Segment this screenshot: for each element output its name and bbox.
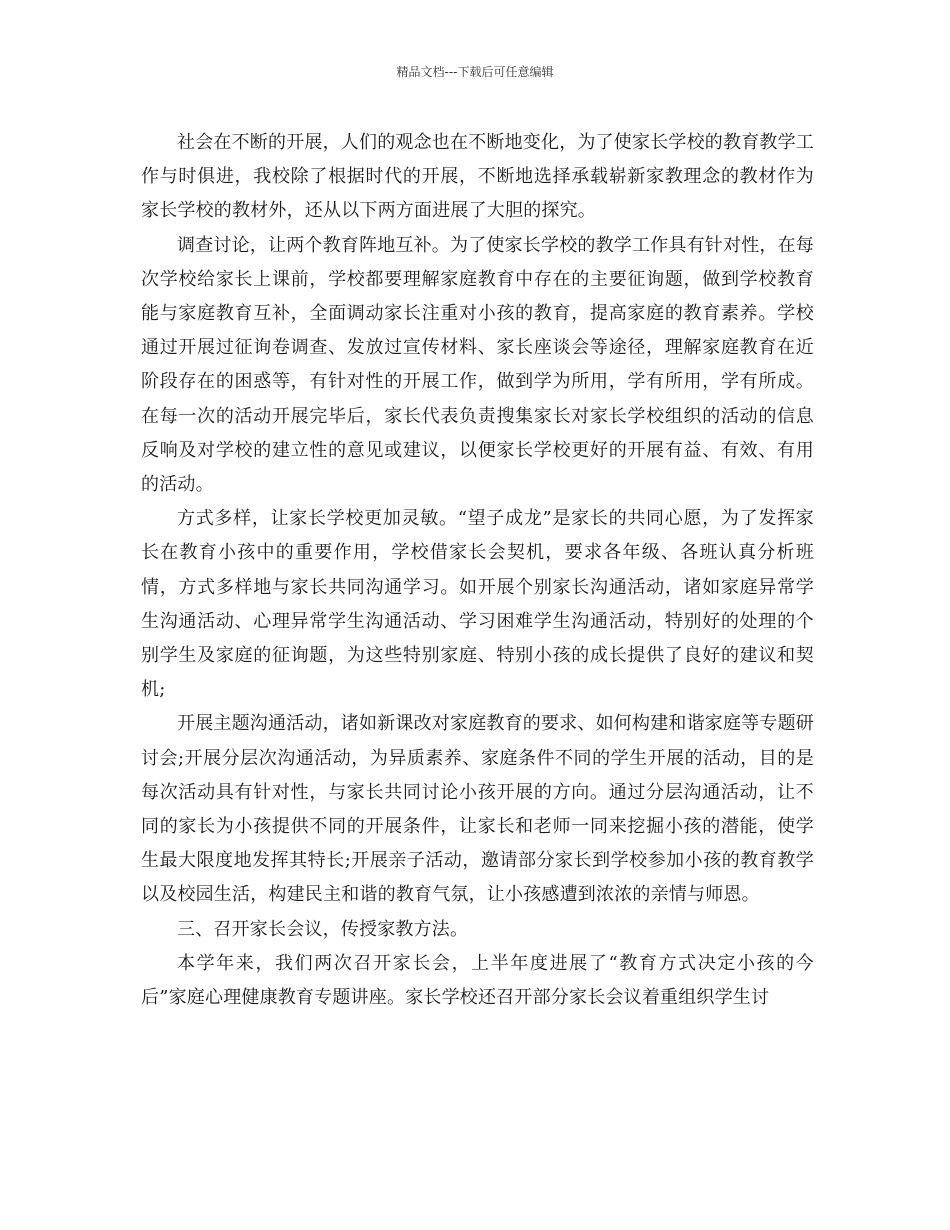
paragraph-4: 开展主题沟通活动，诸如新课改对家庭教育的要求、如何构建和谐家庭等专题研讨会;开展分层次沟通活动，为异质素养、家庭条件不同的学生开展的活动，目的是每次活动具有针对性，与家长共同讨论小孩开展的方向。通过分层沟通活动，让不同的家长为小孩提供不同的开展条件，让家长和老师一同来挖掘小孩的潜能，使学生最大限度地发挥其特长;开展亲子活动，邀请部分家长到学校参加小孩的教育教学以及校园生活，构建民主和谐的教育气氛，让小孩感遭到浓浓的亲情与师恩。: [141, 713, 814, 906]
paragraph-1: 社会在不断的开展，人们的观念也在不断地变化，为了使家长学校的教育教学工作与时俱进，我校除了根据时代的开展，不断地选择承载崭新家教理念的教材作为家长学校的教材外，还从以下两方面进展了大胆的探究。: [141, 132, 814, 222]
document-body: [141, 126, 814, 1015]
paragraph-5: 本学年来，我们两次召开家长会，上半年度进展了“教育方式决定小孩的今后”家庭心理健康教育专题讲座。家长学校还召开部分家长会议着重组织学生讨: [141, 952, 814, 1009]
paragraph-2: 调查讨论，让两个教育阵地互补。为了使家长学校的教学工作具有针对性，在每次学校给家长上课前，学校都要理解家庭教育中存在的主要征询题，做到学校教育能与家庭教育互补，全面调动家长注重对小孩的教育，提高家庭的教育素养。学校通过开展过征询卷调查、发放过宣传材料、家长座谈会等途径，理解家庭教育在近阶段存在的困惑等，有针对性的开展工作，做到学为所用，学有所用，学有所成。在每一次的活动开展完毕后，家长代表负责搜集家长对家长学校组织的活动的信息反响及对学校的建立性的意见或建议，以便家长学校更好的开展有益、有效、有用的活动。: [141, 234, 814, 496]
page-header: 精品文档---下载后可任意编辑: [396, 65, 554, 79]
section-heading-3: 三、召开家长会议，传授家教方法。: [177, 918, 469, 940]
paragraph-3: 方式多样，让家长学校更加灵敏。“望子成龙”是家长的共同心愿，为了发挥家长在教育小孩中的重要作用，学校借家长会契机，要求各年级、各班认真分析班情，方式多样地与家长共同沟通学习。如开展个别家长沟通活动，诸如家庭异常学生沟通活动、心理异常学生沟通活动、学习困难学生沟通活动，特别好的处理的个别学生及家庭的征询题，为这些特别家庭、特别小孩的成长提供了良好的建议和契机;: [141, 508, 814, 701]
